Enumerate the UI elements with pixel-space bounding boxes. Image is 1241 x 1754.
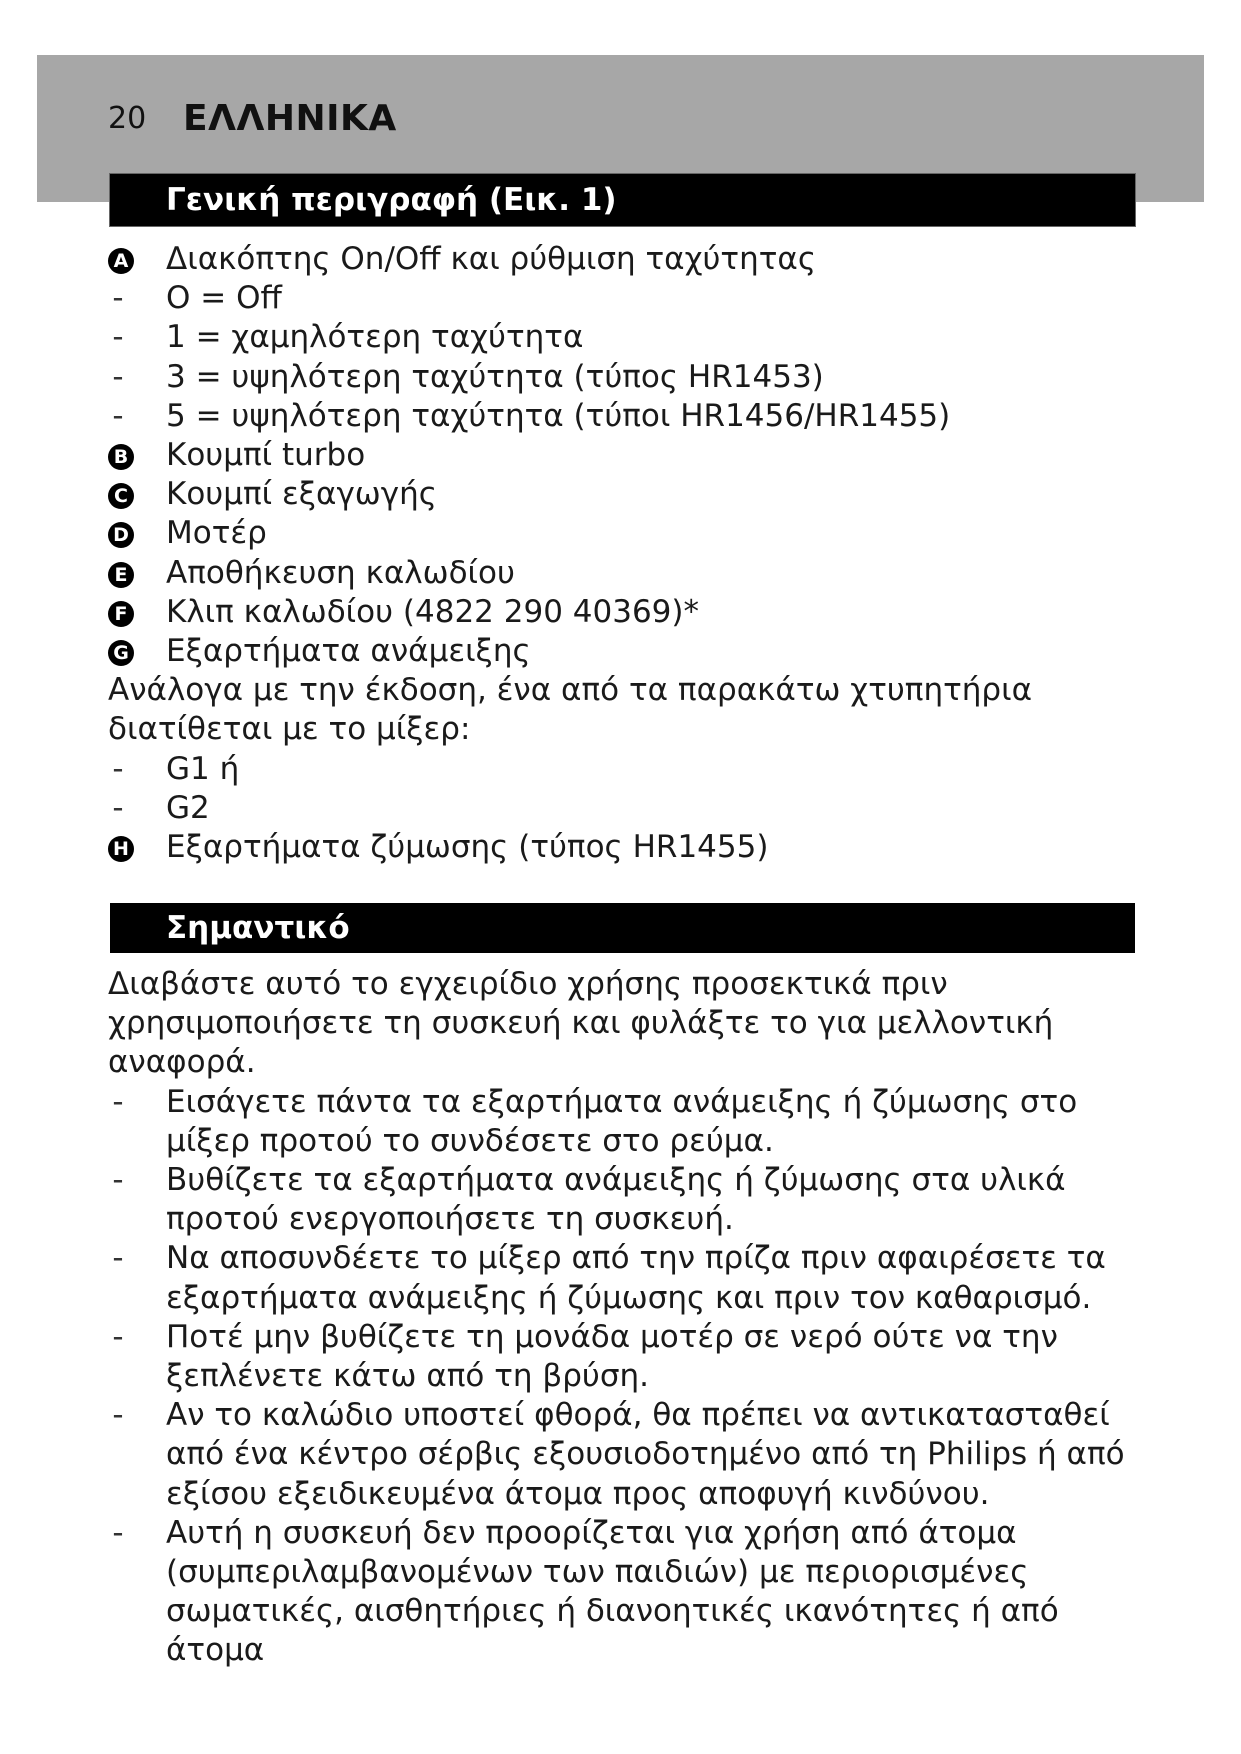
- list-item: [108, 397, 1148, 436]
- list-item-text: Εξαρτήματα ζύμωσης (τύπος HR1455): [166, 829, 769, 866]
- list-item: [108, 1239, 1148, 1317]
- list-item-text: Αν το καλώδιο υποστεί φθορά, θα πρέπει να αντικατασταθεί από ένα κέντρο σέρβις εξουσιοδοτημένο από τη Philips ή από εξίσου εξειδικευμένα άτομα προς αποφυγή κινδύνου.: [166, 1397, 1125, 1512]
- list-item-text: G1 ή: [166, 750, 240, 787]
- list-item-text: G2: [166, 789, 210, 826]
- letter-marker-f: F: [108, 601, 134, 627]
- section-title-general-description: Γενική περιγραφή (Εικ. 1): [110, 174, 1135, 226]
- language-title: ΕΛΛΗΝΙΚΑ: [183, 98, 397, 139]
- list-item-text: Μοτέρ: [166, 515, 267, 552]
- dash-marker: -: [112, 1162, 124, 1199]
- dash-marker: -: [112, 358, 124, 395]
- list-item-text: Εξαρτήματα ανάμειξης: [166, 633, 531, 670]
- letter-marker-b: B: [108, 444, 134, 470]
- letter-marker-a: A: [108, 248, 134, 274]
- list-item-text: Διακόπτης On/Off και ρύθμιση ταχύτητας: [166, 241, 817, 277]
- list-item: [108, 240, 1148, 279]
- section-title-important: Σημαντικό: [110, 903, 1135, 953]
- list-item-text: Βυθίζετε τα εξαρτήματα ανάμειξης ή ζύμωσης στα υλικά προτού ενεργοποιήσετε τη συσκευή.: [166, 1162, 1066, 1238]
- list-item: [108, 318, 1148, 357]
- list-item-text: Να αποσυνδέετε το μίξερ από την πρίζα πριν αφαιρέσετε τα εξαρτήματα ανάμειξης ή ζύμωσης και πριν τον καθαρισμό.: [166, 1240, 1106, 1316]
- list-item-text: Εισάγετε πάντα τα εξαρτήματα ανάμειξης ή ζύμωσης στο μίξερ προτού το συνδέσετε στο ρεύμα.: [166, 1083, 1078, 1159]
- list-item-text: Αυτή η συσκευή δεν προορίζεται για χρήση από άτομα (συμπεριλαμβανομένων των παιδιών) με περιορισμένες σωματικές, αισθητήριες ή διανοητικές ικανότητες ή από άτομα: [166, 1514, 1059, 1669]
- letter-marker-e: E: [108, 562, 134, 588]
- list-item-text: O = Off: [166, 280, 282, 317]
- list-item: [108, 1161, 1148, 1239]
- list-item-text: Κουμπί turbo: [166, 437, 366, 474]
- list-item: [108, 1083, 1148, 1161]
- list-item-text: 5 = υψηλότερη ταχύτητα (τύποι HR1456/HR1455): [166, 397, 951, 434]
- dash-marker: -: [112, 789, 124, 826]
- version-note: Ανάλογα με την έκδοση, ένα από τα παρακάτω χτυπητήρια διατίθεται με το μίξερ:: [108, 672, 1033, 748]
- letter-marker-d: D: [108, 522, 134, 548]
- list-item-text: 3 = υψηλότερη ταχύτητα (τύπος HR1453): [166, 358, 824, 395]
- list-item: [108, 789, 1148, 828]
- list-item: [108, 436, 1148, 475]
- dash-marker: -: [112, 1083, 124, 1120]
- list-item-text: Ποτέ μην βυθίζετε τη μονάδα μοτέρ σε νερό ούτε να την ξεπλένετε κάτω από τη βρύση.: [166, 1318, 1058, 1395]
- list-item: [108, 828, 1148, 867]
- list-item: [108, 279, 1148, 318]
- list-item-text: Κλιπ καλωδίου (4822 290 40369)*: [166, 593, 699, 630]
- list-item: [108, 1514, 1148, 1671]
- dash-marker: -: [112, 1318, 124, 1355]
- list-item: [108, 358, 1148, 397]
- dash-marker: -: [112, 319, 124, 356]
- letter-marker-h: H: [108, 836, 134, 862]
- description-list: [108, 240, 1148, 867]
- list-item: [108, 1318, 1148, 1396]
- dash-marker: -: [112, 280, 124, 317]
- dash-marker: -: [112, 1514, 124, 1551]
- dash-marker: -: [112, 750, 124, 787]
- page-number: 20: [108, 101, 147, 136]
- list-item: [108, 593, 1148, 632]
- dash-marker: -: [112, 397, 124, 434]
- letter-marker-c: C: [108, 483, 134, 509]
- intro-paragraph: Διαβάστε αυτό το εγχειρίδιο χρήσης προσεκτικά πριν χρησιμοποιήσετε τη συσκευή και φυλάξτε το για μελλοντική αναφορά.: [108, 966, 1054, 1081]
- list-item: [108, 632, 1148, 671]
- list-item: [108, 475, 1148, 514]
- list-item-text: Αποθήκευση καλωδίου: [166, 554, 515, 591]
- list-item: [108, 554, 1148, 593]
- letter-marker-g: G: [108, 640, 134, 666]
- list-item: [108, 1396, 1148, 1514]
- dash-marker: -: [112, 1397, 124, 1434]
- list-item: [108, 514, 1148, 553]
- list-item-text: 1 = χαμηλότερη ταχύτητα: [166, 319, 584, 356]
- important-section: [108, 965, 1148, 1671]
- list-item-text: Κουμπί εξαγωγής: [166, 476, 437, 513]
- dash-marker: -: [112, 1240, 124, 1277]
- list-item: [108, 750, 1148, 789]
